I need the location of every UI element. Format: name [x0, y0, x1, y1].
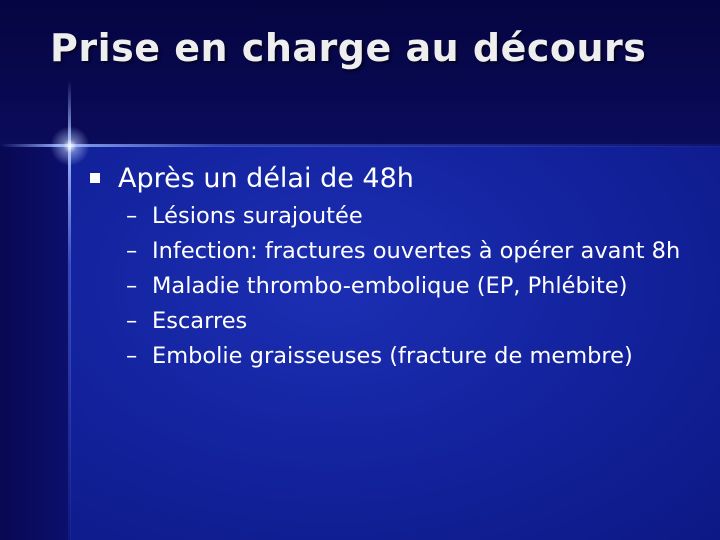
- dash-marker: –: [126, 273, 138, 299]
- dash-marker: –: [126, 343, 138, 369]
- sub-bullet-item: [126, 272, 700, 300]
- sub-bullet-item: [126, 342, 700, 370]
- sub-bullet-list: [126, 202, 700, 370]
- slide-title: Prise en charge au décours: [50, 26, 647, 70]
- bullet-item: [90, 160, 700, 198]
- dash-marker: –: [126, 203, 138, 229]
- sub-bullet-item: [126, 237, 700, 265]
- sub-bullet-text: Embolie graisseuses (fracture de membre): [152, 343, 633, 369]
- sub-bullet-item: [126, 202, 700, 230]
- sub-bullet-text: Lésions surajoutée: [152, 203, 363, 229]
- slide-body: [90, 160, 700, 377]
- bullet-text: Après un délai de 48h: [118, 163, 414, 194]
- sub-bullet-text: Infection: fractures ouvertes à opérer avant 8h: [152, 238, 681, 264]
- dash-marker: –: [126, 238, 138, 264]
- decorative-sparkle-icon: [50, 126, 90, 166]
- sub-bullet-text: Escarres: [152, 308, 248, 334]
- dash-marker: –: [126, 308, 138, 334]
- slide-left-strip: [0, 146, 70, 540]
- square-bullet-icon: [90, 173, 100, 183]
- sub-bullet-item: [126, 307, 700, 335]
- sub-bullet-text: Maladie thrombo-embolique (EP, Phlébite): [152, 273, 628, 299]
- decorative-horizontal-line: [0, 144, 720, 147]
- slide-header-band: [0, 0, 720, 146]
